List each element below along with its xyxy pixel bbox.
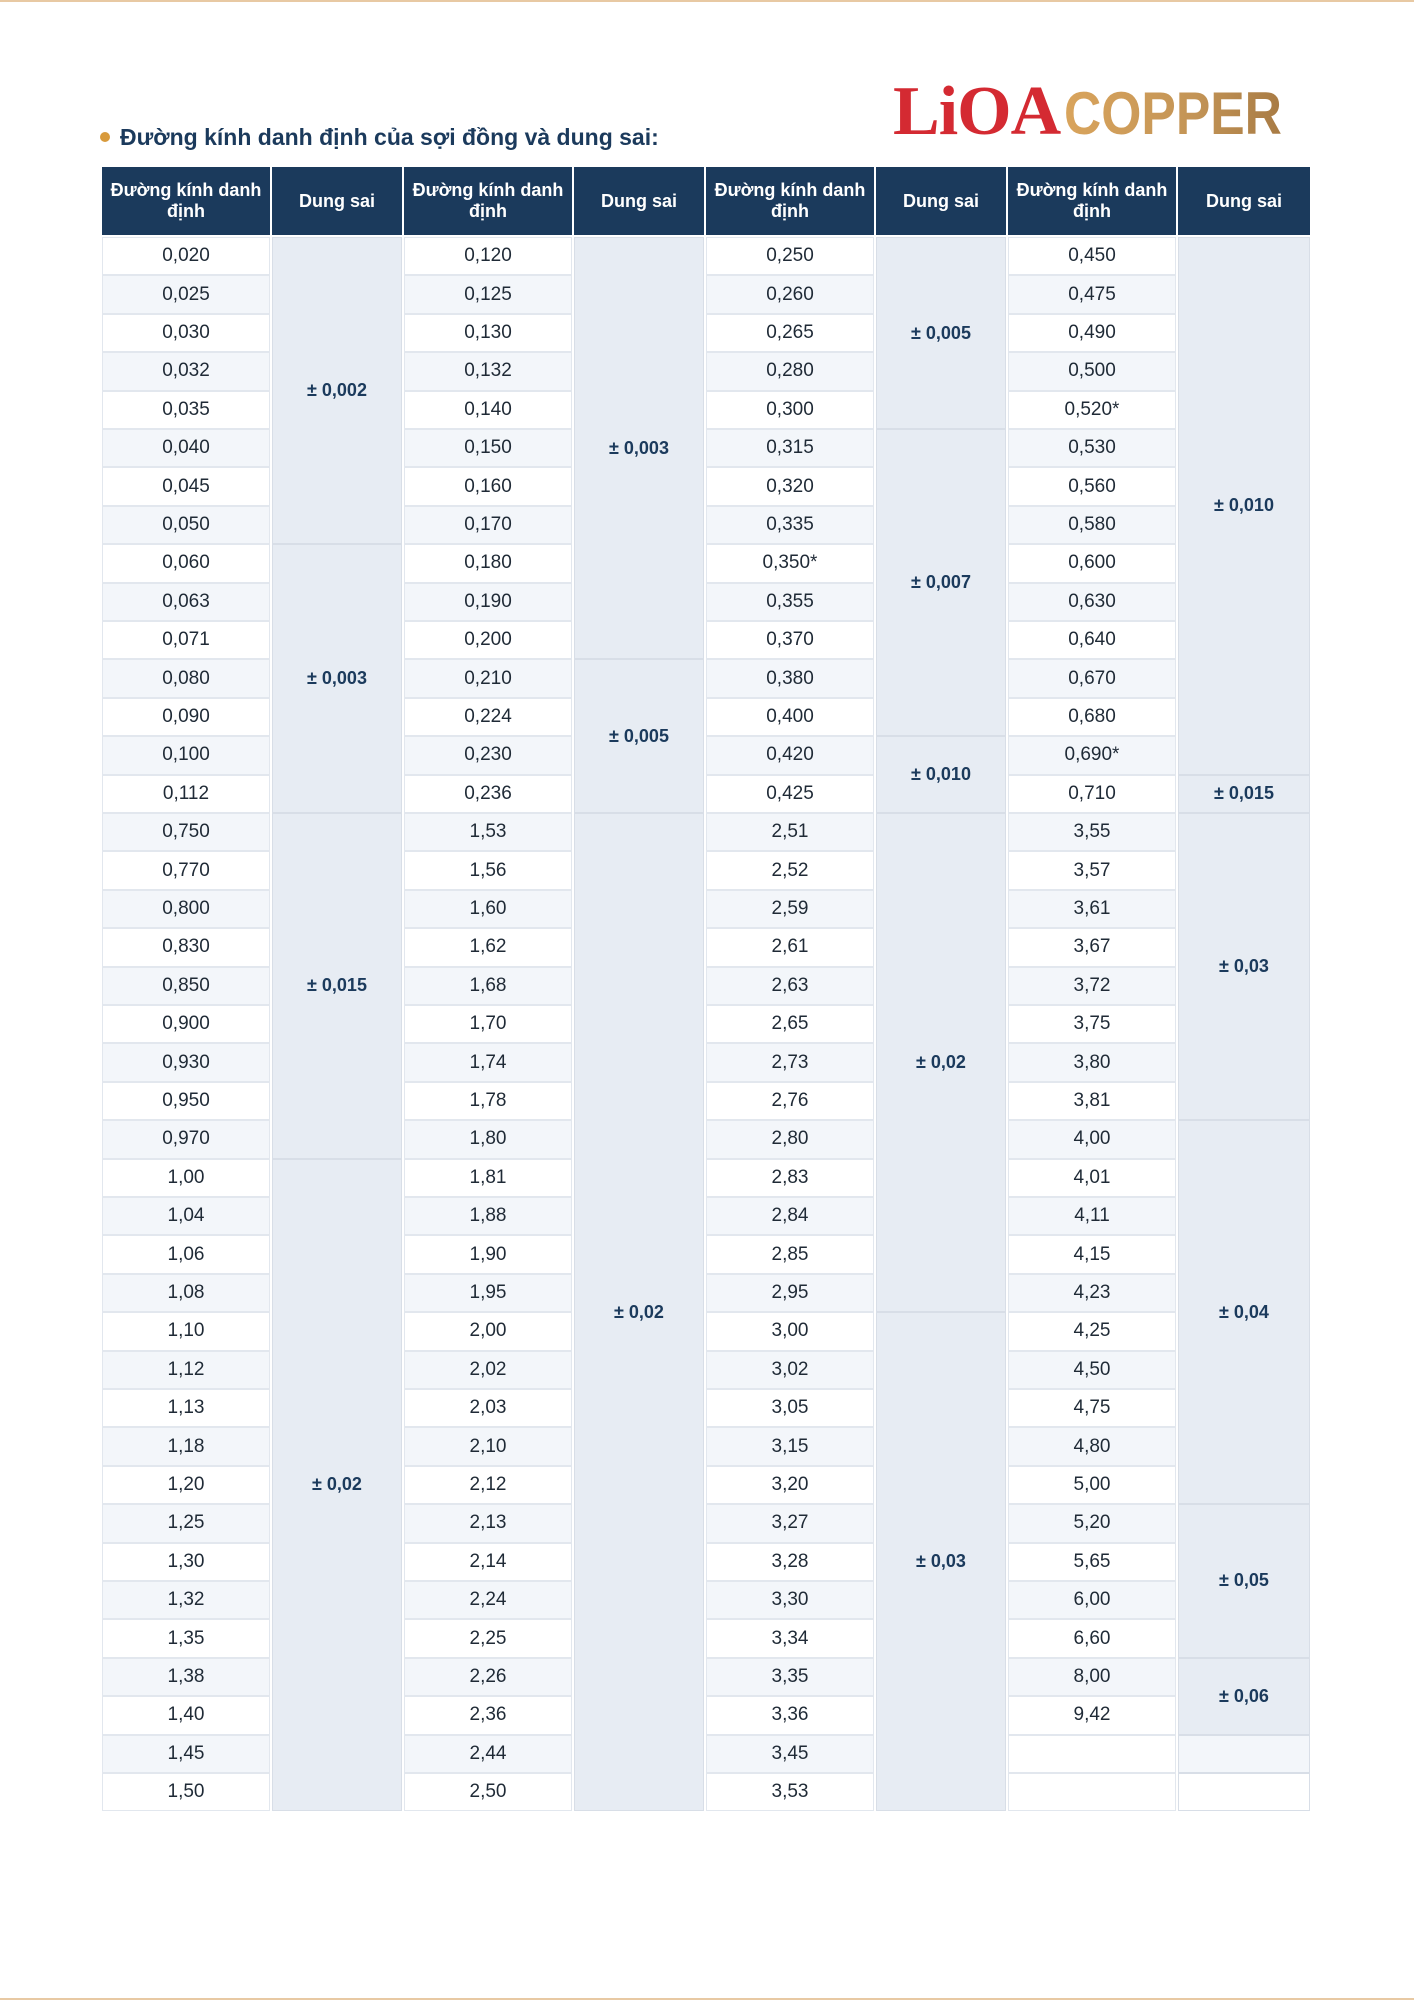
diameter-cell: 3,35 [706,1658,874,1696]
diameter-cell: 0,132 [404,352,572,390]
diameter-cell: 2,76 [706,1082,874,1120]
diameter-cell: 3,72 [1008,967,1176,1005]
diameter-cell: 3,27 [706,1504,874,1542]
tolerance-cell: ± 0,003 [574,237,704,659]
diameter-cell: 3,55 [1008,813,1176,851]
diameter-cell: 1,30 [102,1543,270,1581]
diameter-cell: 0,035 [102,391,270,429]
diameter-cell: 1,18 [102,1427,270,1465]
tolerance-cell: ± 0,010 [876,736,1006,813]
diameter-cell: 0,490 [1008,314,1176,352]
diameter-cell: 0,320 [706,467,874,505]
diameter-cell: 0,530 [1008,429,1176,467]
diameter-cell: 0,140 [404,391,572,429]
header-tolerance-1: Dung sai [272,167,402,235]
diameter-cell: 1,13 [102,1389,270,1427]
diameter-cell: 3,00 [706,1312,874,1350]
diameter-cell: 0,170 [404,506,572,544]
diameter-cell: 1,08 [102,1274,270,1312]
diameter-cell: 0,071 [102,621,270,659]
diameter-cell: 0,150 [404,429,572,467]
diameter-cell: 0,355 [706,583,874,621]
diameter-cell: 1,88 [404,1197,572,1235]
diameter-cell: 2,26 [404,1658,572,1696]
diameter-cell: 2,13 [404,1504,572,1542]
diameter-cell: 0,120 [404,237,572,275]
diameter-cell: 0,210 [404,659,572,697]
diameter-cell: 1,90 [404,1235,572,1273]
diameter-cell: 2,52 [706,851,874,889]
tolerance-cell: ± 0,03 [1178,813,1310,1120]
diameter-cell: 2,50 [404,1773,572,1811]
diameter-cell: 0,690* [1008,736,1176,774]
diameter-cell: 0,300 [706,391,874,429]
diameter-cell: 3,80 [1008,1043,1176,1081]
diameter-cell: 2,36 [404,1696,572,1734]
diameter-cell: 0,520* [1008,391,1176,429]
diameter-cell: 2,59 [706,890,874,928]
diameter-cell: 0,112 [102,775,270,813]
tolerance-cell: ± 0,005 [876,237,1006,429]
diameter-cell: 3,81 [1008,1082,1176,1120]
diameter-cell: 3,36 [706,1696,874,1734]
diameter-cell: 0,670 [1008,659,1176,697]
diameter-cell: 2,24 [404,1581,572,1619]
diameter-cell: 0,350* [706,544,874,582]
diameter-cell: 0,560 [1008,467,1176,505]
diameter-cell: 0,230 [404,736,572,774]
diameter-cell: 1,10 [102,1312,270,1350]
diameter-cell: 0,900 [102,1005,270,1043]
diameter-cell: 0,040 [102,429,270,467]
diameter-cell: 1,20 [102,1466,270,1504]
diameter-cell: 0,600 [1008,544,1176,582]
diameter-cell: 2,63 [706,967,874,1005]
diameter-cell: 5,00 [1008,1466,1176,1504]
diameter-cell: 3,34 [706,1619,874,1657]
diameter-cell: 3,67 [1008,928,1176,966]
diameter-cell: 0,850 [102,967,270,1005]
diameter-cell: 2,65 [706,1005,874,1043]
diameter-cell: 4,01 [1008,1159,1176,1197]
diameter-cell: 0,045 [102,467,270,505]
diameter-cell: 0,090 [102,698,270,736]
diameter-cell: 4,15 [1008,1235,1176,1273]
diameter-cell: 1,68 [404,967,572,1005]
top-border-line [0,0,1414,2]
diameter-cell: 0,630 [1008,583,1176,621]
diameter-cell: 0,200 [404,621,572,659]
diameter-cell: 3,61 [1008,890,1176,928]
diameter-cell: 3,28 [706,1543,874,1581]
tolerance-cell [1178,1735,1310,1773]
tolerance-cell [1178,1773,1310,1811]
diameter-cell: 0,030 [102,314,270,352]
diameter-cell: 2,85 [706,1235,874,1273]
diameter-cell: 1,80 [404,1120,572,1158]
diameter-cell: 2,14 [404,1543,572,1581]
tolerance-cell: ± 0,04 [1178,1120,1310,1504]
diameter-cell: 1,53 [404,813,572,851]
diameter-cell: 1,45 [102,1735,270,1773]
diameter-cell: 1,60 [404,890,572,928]
diameter-cell: 1,62 [404,928,572,966]
tolerance-cell: ± 0,05 [1178,1504,1310,1658]
diameter-cell: 1,56 [404,851,572,889]
diameter-cell: 1,38 [102,1658,270,1696]
diameter-cell: 0,830 [102,928,270,966]
diameter-cell [1008,1773,1176,1811]
diameter-cell: 4,75 [1008,1389,1176,1427]
diameter-cell: 4,00 [1008,1120,1176,1158]
diameter-cell: 0,500 [1008,352,1176,390]
section-heading-text: Đường kính danh định của sợi đồng và dung sai: [120,124,659,150]
diameter-cell: 0,063 [102,583,270,621]
diameter-cell: 2,25 [404,1619,572,1657]
diameter-cell [1008,1735,1176,1773]
diameter-cell: 0,370 [706,621,874,659]
diameter-cell: 0,710 [1008,775,1176,813]
diameter-cell: 0,450 [1008,237,1176,275]
diameter-cell: 2,61 [706,928,874,966]
diameter-cell: 1,70 [404,1005,572,1043]
diameter-cell: 4,50 [1008,1351,1176,1389]
diameter-cell: 3,57 [1008,851,1176,889]
diameter-cell: 2,12 [404,1466,572,1504]
diameter-cell: 0,025 [102,275,270,313]
diameter-cell: 3,75 [1008,1005,1176,1043]
diameter-cell: 0,420 [706,736,874,774]
diameter-cell: 2,02 [404,1351,572,1389]
diameter-cell: 3,15 [706,1427,874,1465]
lioa-copper-logo [893,73,1318,150]
diameter-cell: 0,640 [1008,621,1176,659]
diameter-cell: 1,40 [102,1696,270,1734]
diameter-cell: 2,84 [706,1197,874,1235]
diameter-cell: 3,53 [706,1773,874,1811]
diameter-cell: 2,10 [404,1427,572,1465]
diameter-cell: 0,970 [102,1120,270,1158]
tolerance-cell: ± 0,06 [1178,1658,1310,1735]
diameter-cell: 0,280 [706,352,874,390]
diameter-cell: 0,400 [706,698,874,736]
tolerance-cell: ± 0,002 [272,237,402,544]
diameter-cell: 0,130 [404,314,572,352]
diameter-cell: 0,160 [404,467,572,505]
diameter-cell: 1,35 [102,1619,270,1657]
diameter-cell: 1,25 [102,1504,270,1542]
diameter-cell: 0,335 [706,506,874,544]
diameter-cell: 3,05 [706,1389,874,1427]
diameter-cell: 0,930 [102,1043,270,1081]
diameter-cell: 1,00 [102,1159,270,1197]
diameter-cell: 1,06 [102,1235,270,1273]
diameter-cell: 4,80 [1008,1427,1176,1465]
diameter-cell: 1,78 [404,1082,572,1120]
tolerance-cell: ± 0,007 [876,429,1006,736]
diameter-cell: 0,800 [102,890,270,928]
diameter-tolerance-table [102,167,1312,1811]
bullet-dot-icon [100,132,110,142]
diameter-cell: 4,23 [1008,1274,1176,1312]
diameter-cell: 9,42 [1008,1696,1176,1734]
diameter-cell: 2,44 [404,1735,572,1773]
tolerance-cell: ± 0,02 [876,813,1006,1312]
diameter-cell: 0,315 [706,429,874,467]
diameter-cell: 0,265 [706,314,874,352]
diameter-cell: 2,95 [706,1274,874,1312]
diameter-cell: 0,425 [706,775,874,813]
diameter-cell: 3,45 [706,1735,874,1773]
diameter-cell: 1,50 [102,1773,270,1811]
header-diameter-4: Đường kính danh định [1008,167,1176,235]
diameter-cell: 0,580 [1008,506,1176,544]
diameter-cell: 2,51 [706,813,874,851]
diameter-cell: 0,100 [102,736,270,774]
diameter-cell: 2,73 [706,1043,874,1081]
header-tolerance-2: Dung sai [574,167,704,235]
diameter-cell: 0,125 [404,275,572,313]
diameter-cell: 6,60 [1008,1619,1176,1657]
diameter-cell: 0,032 [102,352,270,390]
header-tolerance-3: Dung sai [876,167,1006,235]
tolerance-cell: ± 0,02 [574,813,704,1811]
diameter-cell: 1,04 [102,1197,270,1235]
diameter-cell: 4,11 [1008,1197,1176,1235]
diameter-cell: 0,060 [102,544,270,582]
diameter-cell: 1,81 [404,1159,572,1197]
diameter-cell: 4,25 [1008,1312,1176,1350]
diameter-cell: 0,770 [102,851,270,889]
logo-copper-text: COPPER [1064,80,1283,147]
diameter-cell: 2,83 [706,1159,874,1197]
diameter-cell: 8,00 [1008,1658,1176,1696]
tolerance-cell: ± 0,015 [1178,775,1310,813]
diameter-cell: 2,80 [706,1120,874,1158]
diameter-cell: 2,03 [404,1389,572,1427]
diameter-cell: 0,224 [404,698,572,736]
header-diameter-2: Đường kính danh định [404,167,572,235]
tolerance-cell: ± 0,02 [272,1159,402,1812]
diameter-cell: 0,080 [102,659,270,697]
diameter-cell: 0,190 [404,583,572,621]
diameter-cell: 1,32 [102,1581,270,1619]
diameter-cell: 0,236 [404,775,572,813]
diameter-cell: 1,95 [404,1274,572,1312]
tolerance-cell: ± 0,005 [574,659,704,813]
diameter-cell: 0,750 [102,813,270,851]
tolerance-cell: ± 0,003 [272,544,402,813]
diameter-cell: 5,20 [1008,1504,1176,1542]
section-heading [100,124,659,151]
diameter-cell: 3,20 [706,1466,874,1504]
header-diameter-1: Đường kính danh định [102,167,270,235]
diameter-cell: 0,180 [404,544,572,582]
header-diameter-3: Đường kính danh định [706,167,874,235]
diameter-cell: 0,050 [102,506,270,544]
diameter-cell: 0,380 [706,659,874,697]
diameter-cell: 0,020 [102,237,270,275]
diameter-cell: 6,00 [1008,1581,1176,1619]
diameter-cell: 0,250 [706,237,874,275]
diameter-cell: 0,475 [1008,275,1176,313]
diameter-cell: 3,30 [706,1581,874,1619]
diameter-cell: 3,02 [706,1351,874,1389]
diameter-cell: 1,12 [102,1351,270,1389]
diameter-cell: 0,260 [706,275,874,313]
tolerance-cell: ± 0,015 [272,813,402,1159]
diameter-cell: 0,680 [1008,698,1176,736]
tolerance-cell: ± 0,010 [1178,237,1310,775]
diameter-cell: 0,950 [102,1082,270,1120]
logo-lioa-text: LiOA [893,73,1061,150]
diameter-cell: 5,65 [1008,1543,1176,1581]
header-tolerance-4: Dung sai [1178,167,1310,235]
diameter-cell: 1,74 [404,1043,572,1081]
diameter-cell: 2,00 [404,1312,572,1350]
tolerance-cell: ± 0,03 [876,1312,1006,1811]
